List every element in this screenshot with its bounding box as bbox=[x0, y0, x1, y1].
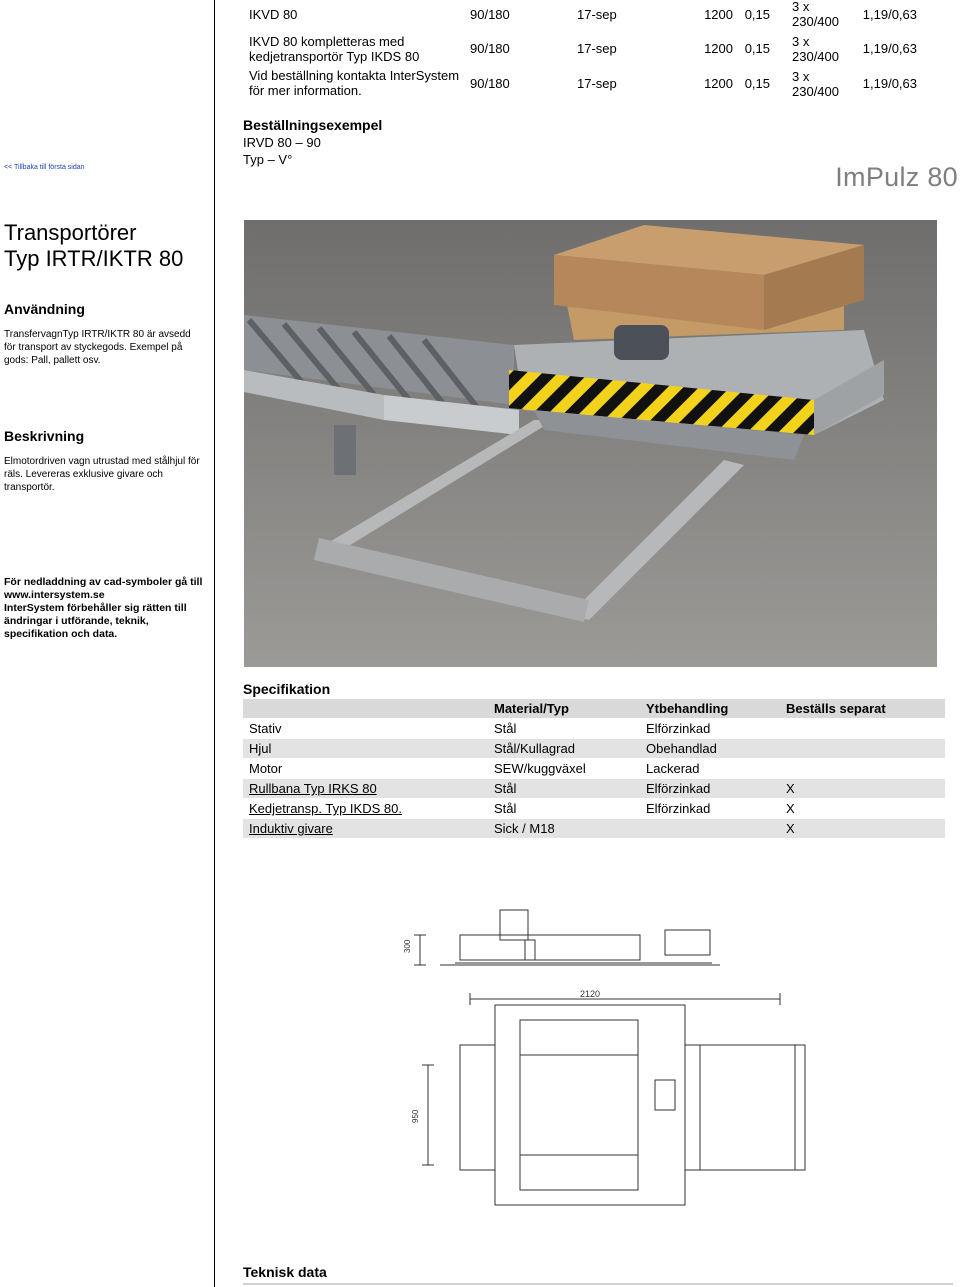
cell: 1200 bbox=[704, 76, 733, 91]
row-name: Vid beställning kontakta InterSystem för mer information. bbox=[249, 68, 460, 98]
table-row bbox=[243, 819, 945, 838]
cell: 1,19/0,63 bbox=[862, 7, 917, 22]
cell: 17-sep bbox=[577, 41, 617, 56]
material-cell: SEW/kuggväxel bbox=[494, 761, 586, 776]
page-title bbox=[4, 220, 183, 272]
finish-cell: Elförzinkad bbox=[646, 801, 711, 816]
dim-depth-label: 950 bbox=[411, 1109, 420, 1123]
table-row bbox=[243, 739, 945, 758]
brand-title: ImPulz 80 bbox=[835, 162, 958, 192]
cell: 1,19/0,63 bbox=[862, 41, 917, 56]
cell: 90/180 bbox=[470, 7, 510, 22]
part-link[interactable]: Kedjetransp. Typ IKDS 80. bbox=[249, 801, 402, 816]
column-header: Material/Typ bbox=[494, 701, 569, 716]
table-row bbox=[243, 719, 945, 738]
separate-cell: X bbox=[786, 781, 795, 796]
technical-drawing bbox=[400, 905, 830, 1215]
row-name: IKVD 80 kompletteras med kedjetransportör Typ IKDS 80 bbox=[249, 34, 420, 64]
cell: 3 x 230/400 bbox=[792, 69, 839, 99]
tech-data-rule bbox=[243, 1283, 953, 1285]
cell: 0,15 bbox=[744, 76, 770, 91]
part-link[interactable]: Induktiv givare bbox=[249, 821, 333, 836]
cad-note bbox=[4, 576, 209, 641]
part-cell: Hjul bbox=[249, 741, 272, 756]
finish-cell: Lackerad bbox=[646, 761, 700, 776]
table-row bbox=[243, 759, 945, 778]
finish-cell: Elförzinkad bbox=[646, 721, 711, 736]
cell: 1200 bbox=[704, 41, 733, 56]
cell: 1,19/0,63 bbox=[862, 76, 917, 91]
table-row bbox=[243, 779, 945, 798]
spec-header-row bbox=[243, 699, 945, 718]
part-link[interactable]: Rullbana Typ IRKS 80 bbox=[249, 781, 377, 796]
technical-drawing-svg bbox=[400, 905, 830, 1215]
cell: 3 x 230/400 bbox=[792, 0, 839, 29]
cell: 90/180 bbox=[470, 76, 510, 91]
column-header: Beställs separat bbox=[786, 701, 886, 716]
separate-cell: X bbox=[786, 801, 795, 816]
material-cell: Stål bbox=[494, 801, 517, 816]
product-photo bbox=[244, 220, 937, 667]
order-example-line: Typ – V° bbox=[243, 152, 293, 167]
cell: 0,15 bbox=[744, 7, 770, 22]
material-cell: Stål/Kullagrad bbox=[494, 741, 575, 756]
dim-height-label: 300 bbox=[403, 939, 412, 953]
order-example-heading: Beställningsexempel bbox=[243, 117, 383, 133]
cad-download-note: För nedladdning av cad-symboler gå till www.intersystem.se bbox=[4, 576, 203, 601]
cell: 90/180 bbox=[470, 41, 510, 56]
row-name: IKVD 80 bbox=[249, 7, 298, 22]
spec-title: Specifikation bbox=[243, 681, 331, 697]
cell: 0,15 bbox=[744, 41, 770, 56]
part-cell: Stativ bbox=[249, 721, 282, 736]
finish-cell: Elförzinkad bbox=[646, 781, 711, 796]
description-heading: Beskrivning bbox=[4, 428, 85, 444]
transfer-cart-illustration bbox=[244, 220, 937, 667]
table-row bbox=[243, 799, 945, 818]
page-divider bbox=[214, 0, 215, 1287]
part-cell: Motor bbox=[249, 761, 283, 776]
table-row bbox=[249, 68, 939, 102]
column-header: Ytbehandling bbox=[646, 701, 729, 716]
cell: 17-sep bbox=[577, 76, 617, 91]
table-row bbox=[249, 34, 939, 68]
usage-text: TransfervagnTyp IRTR/IKTR 80 är avsedd för transport av styckegods. Exempel på gods: Pall, pallett osv. bbox=[4, 329, 191, 366]
tech-data-heading: Teknisk data bbox=[243, 1264, 327, 1280]
order-example bbox=[243, 117, 382, 168]
cell: 3 x 230/400 bbox=[792, 34, 839, 64]
rights-note: InterSystem förbehåller sig rätten till ändringar i utförande, teknik, specifikation och data. bbox=[4, 602, 187, 640]
usage-heading: Användning bbox=[4, 301, 85, 317]
cell: 1200 bbox=[704, 7, 733, 22]
separate-cell: X bbox=[786, 821, 795, 836]
material-cell: Stål bbox=[494, 721, 517, 736]
back-to-first-page-link[interactable]: << Tillbaka till första sidan bbox=[4, 164, 85, 171]
page-title-line: Typ IRTR/IKTR 80 bbox=[4, 246, 184, 271]
order-example-line: IRVD 80 – 90 bbox=[243, 135, 321, 150]
finish-cell: Obehandlad bbox=[646, 741, 717, 756]
description-text: Elmotordriven vagn utrustad med stålhjul för räls. Levereras exklusive givare och transportör. bbox=[4, 456, 200, 493]
cell: 17-sep bbox=[577, 7, 617, 22]
material-cell: Sick / M18 bbox=[494, 821, 555, 836]
dim-width-label: 2120 bbox=[580, 989, 601, 999]
page-title-line: Transportörer bbox=[4, 220, 137, 245]
material-cell: Stål bbox=[494, 781, 517, 796]
